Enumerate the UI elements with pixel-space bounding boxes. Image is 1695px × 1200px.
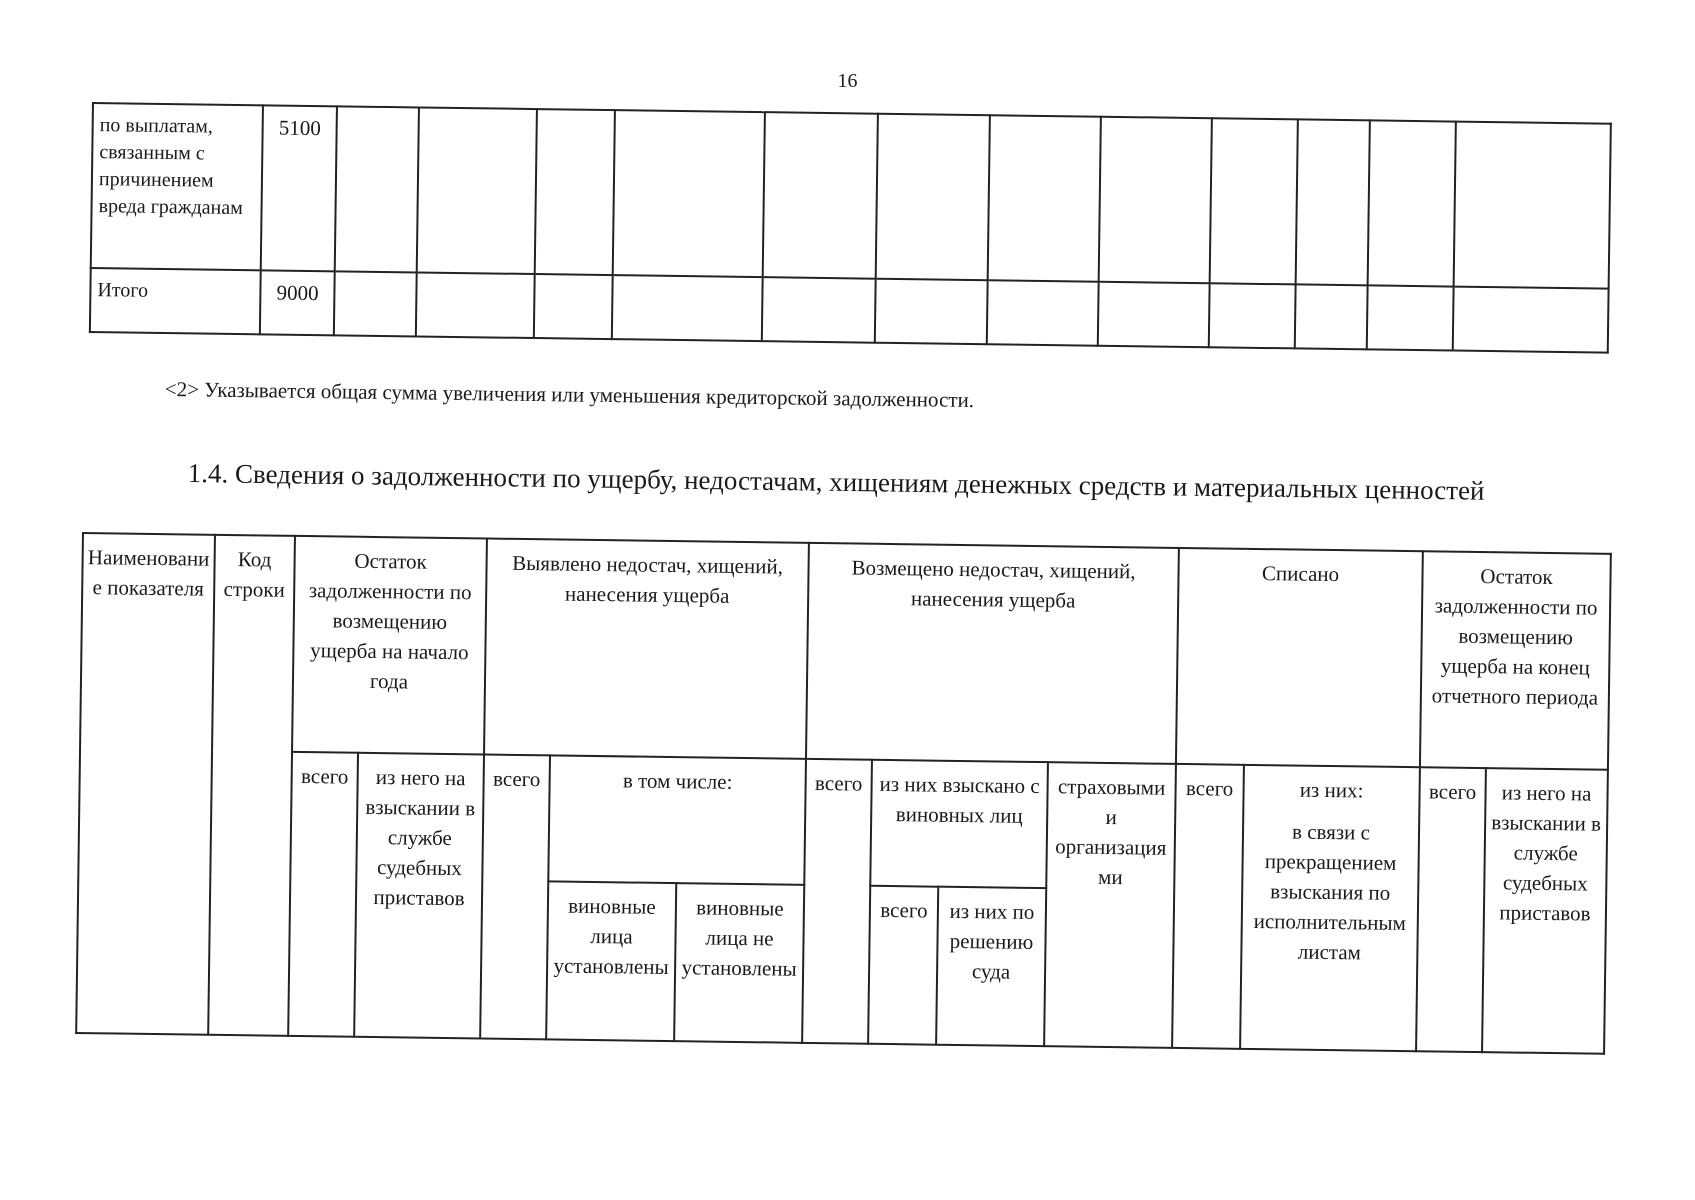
subheader-total: всего xyxy=(1416,767,1486,1052)
section-title: 1.4. Сведения о задолженности по ущербу, недостачам, хищениям денежных средств и материальных ценностей xyxy=(187,458,1485,506)
header-written-off: Списано xyxy=(1176,548,1423,767)
header-row-1 xyxy=(80,533,1611,770)
subheader-including: в том числе: xyxy=(548,755,806,884)
row-code-cell: 9000 xyxy=(260,270,335,335)
header-indicator-name: Наименование показателя xyxy=(76,533,215,1035)
subheader-total: всего xyxy=(1172,764,1244,1049)
subheader-recovered-from-culprits: из них взыскано с виновных лиц xyxy=(870,760,1048,888)
subheader-total: всего xyxy=(868,886,938,1045)
subheader-by-court-decision: из них по решению суда xyxy=(936,887,1046,1046)
empty-cell xyxy=(762,277,876,343)
subheader-total: всего xyxy=(480,754,550,1039)
row-name-cell: по выплатам, связанным с причинением вреда гражданам xyxy=(91,103,263,270)
empty-cell xyxy=(874,279,988,345)
header-row-2 xyxy=(78,749,1608,896)
empty-cell xyxy=(613,110,765,277)
header-detected: Выявлено недостач, хищений, нанесения ущерба xyxy=(484,539,809,759)
subheader-total: всего xyxy=(802,759,872,1044)
header-balance-end: Остаток задолженности по возмещению ущерба на конец отчетного периода xyxy=(1420,551,1611,770)
empty-cell xyxy=(535,109,615,275)
subheader-total: всего xyxy=(288,752,358,1037)
subheader-of-which-bailiffs: из него на взыскании в службе судебных приставов xyxy=(1482,768,1608,1054)
subheader-termination-enforcement: в связи с прекращением взыскания по исполнительным листам xyxy=(1253,819,1407,965)
empty-cell xyxy=(417,107,537,274)
empty-cell xyxy=(1453,287,1609,353)
header-compensated: Возмещено недостач, хищений, нанесения ущерба xyxy=(806,543,1179,764)
empty-cell xyxy=(987,280,1099,346)
empty-cell xyxy=(334,271,417,336)
subheader-insurance-orgs: страховыми и организациями xyxy=(1044,762,1176,1048)
empty-cell xyxy=(1210,118,1298,284)
header-line-code: Код строки xyxy=(208,535,295,1036)
empty-cell xyxy=(875,114,990,281)
empty-cell xyxy=(1367,285,1454,350)
empty-cell xyxy=(1099,117,1212,283)
empty-cell xyxy=(1098,282,1210,348)
footnote: <2> Указывается общая сумма увеличения или уменьшения кредиторской задолженности. xyxy=(164,377,975,413)
header-balance-start: Остаток задолженности по возмещению ущерба на начало года xyxy=(292,536,487,755)
subheader-culprits-identified: виновные лица установлены xyxy=(546,881,676,1041)
subheader-written-off-detail xyxy=(1240,765,1420,1051)
subheader-of-which-bailiffs: из него на взыскании в службе судебных приставов xyxy=(354,753,484,1039)
subheader-culprits-not-identified: виновные лица не установлены xyxy=(674,883,804,1043)
empty-cell xyxy=(1295,284,1368,349)
empty-cell xyxy=(988,115,1101,281)
row-code-cell: 5100 xyxy=(261,105,337,271)
empty-cell xyxy=(534,274,613,339)
empty-cell xyxy=(335,106,419,272)
empty-cell xyxy=(1209,283,1296,348)
row-name-cell: Итого xyxy=(90,268,261,334)
empty-cell xyxy=(612,275,763,341)
empty-cell xyxy=(416,272,535,338)
empty-cell xyxy=(1296,119,1370,285)
subheader-of-them: из них: xyxy=(1299,777,1364,803)
damage-debt-table xyxy=(75,532,1612,1055)
page-number: 16 xyxy=(837,70,858,92)
empty-cell xyxy=(1454,122,1611,289)
continuation-table xyxy=(89,102,1612,354)
empty-cell xyxy=(762,112,877,279)
table-row xyxy=(91,103,1611,289)
empty-cell xyxy=(1367,120,1455,286)
